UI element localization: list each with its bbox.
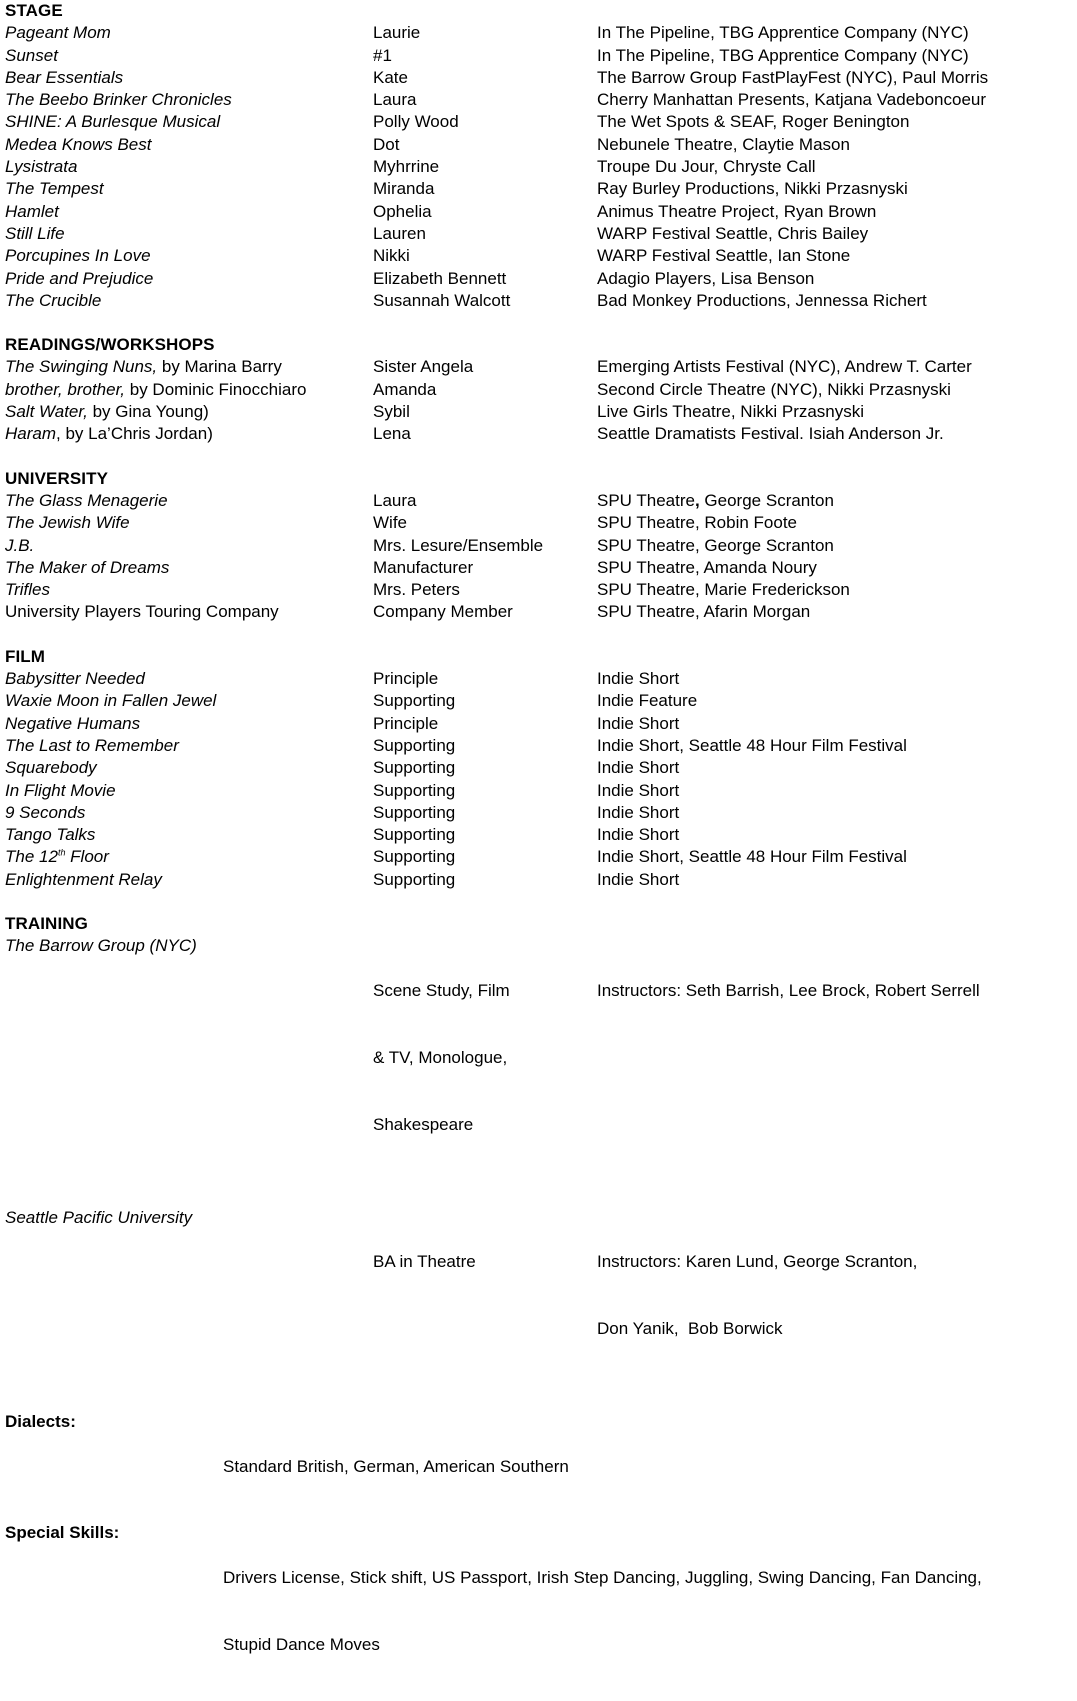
credit-role: Laurie (373, 23, 421, 43)
stage-credit-rows (0, 22, 1077, 312)
credit-role: Myhrrine (373, 157, 440, 177)
credit-company-pre: SPU Theatre (597, 490, 695, 510)
credit-role: Wife (373, 513, 407, 533)
credit-title: The Crucible (5, 290, 102, 310)
section-spacer (0, 891, 1077, 913)
section-spacer (0, 446, 1077, 468)
credit-title: Porcupines In Love (5, 246, 151, 266)
section-spacer (0, 1385, 1077, 1411)
credit-title: SHINE: A Burlesque Musical (5, 112, 221, 132)
credit-title-pre: The 12 (5, 847, 58, 867)
credit-title-byline: by Dominic Finocchiaro (125, 379, 307, 399)
credit-role: Sybil (373, 402, 410, 422)
training-instructors (597, 935, 1077, 1180)
credit-title (0, 401, 373, 423)
credit-company: Animus Theatre Project, Ryan Brown (597, 201, 877, 221)
credit-title: Negative Humans (5, 713, 141, 733)
credit-company: Cherry Manhattan Presents, Katjana Vadeboncoeur (597, 90, 987, 110)
training-instructor-line: Instructors: Seth Barrish, Lee Brock, Robert Serrell (597, 980, 980, 1000)
credit-row (0, 134, 1077, 156)
credit-row (0, 690, 1077, 712)
credit-company: SPU Theatre, Amanda Noury (597, 557, 817, 577)
section-readings-workshops (0, 334, 1077, 445)
credit-company: SPU Theatre, Robin Foote (597, 513, 798, 533)
credit-title-byline: by Marina Barry (157, 357, 282, 377)
training-entry (0, 935, 1077, 1180)
credit-title (0, 846, 373, 868)
credit-role: Supporting (373, 825, 456, 845)
training-study-line: & TV, Monologue, (373, 1047, 508, 1067)
credit-company-post: George Scranton (699, 490, 834, 510)
credit-company: The Wet Spots & SEAF, Roger Benington (597, 112, 910, 132)
credit-row (0, 780, 1077, 802)
credit-role: Elizabeth Bennett (373, 268, 507, 288)
credit-company: Indie Feature (597, 691, 698, 711)
credit-company: WARP Festival Seattle, Chris Bailey (597, 223, 869, 243)
credit-row (0, 423, 1077, 445)
credit-title: Enlightenment Relay (5, 869, 162, 889)
credit-role: Supporting (373, 735, 456, 755)
section-stage (0, 0, 1077, 312)
credit-role: Nikki (373, 246, 410, 266)
credit-role: Dot (373, 134, 400, 154)
credit-company: In The Pipeline, TBG Apprentice Company (NYC) (597, 45, 969, 65)
credit-company (597, 490, 1077, 512)
credit-company: Indie Short (597, 869, 680, 889)
credit-title: Tango Talks (5, 825, 96, 845)
credit-role: Company Member (373, 602, 513, 622)
credit-company: Indie Short (597, 758, 680, 778)
credit-title-italic: The Swinging Nuns, (5, 357, 158, 377)
credit-title (0, 379, 373, 401)
training-study-line: Shakespeare (373, 1114, 474, 1134)
credit-company: Indie Short (597, 802, 680, 822)
credit-row (0, 824, 1077, 846)
credit-company: WARP Festival Seattle, Ian Stone (597, 246, 851, 266)
credit-title: Hamlet (5, 201, 59, 221)
credit-company: Indie Short (597, 825, 680, 845)
credit-title: Bear Essentials (5, 67, 124, 87)
credit-row (0, 156, 1077, 178)
credit-role: Laura (373, 490, 417, 510)
credit-title-post: Floor (65, 847, 109, 867)
credit-title: Lysistrata (5, 157, 78, 177)
credit-title (0, 423, 373, 445)
credit-title: Waxie Moon in Fallen Jewel (5, 691, 217, 711)
credit-company: Adagio Players, Lisa Benson (597, 268, 815, 288)
section-training (0, 913, 1077, 1385)
credit-title: Trifles (5, 580, 51, 600)
credit-role: Supporting (373, 802, 456, 822)
credit-row (0, 379, 1077, 401)
credit-title: Squarebody (5, 758, 97, 778)
credit-role: Supporting (373, 758, 456, 778)
skills-row-special-skills (0, 1522, 1077, 1700)
credit-company: In The Pipeline, TBG Apprentice Company (NYC) (597, 23, 969, 43)
section-film (0, 646, 1077, 891)
credit-title: The Maker of Dreams (5, 557, 170, 577)
credit-company: SPU Theatre, Marie Frederickson (597, 580, 850, 600)
credit-row (0, 846, 1077, 868)
credit-row (0, 668, 1077, 690)
skills-value-line: Stupid Dance Moves (223, 1634, 380, 1654)
credit-row (0, 557, 1077, 579)
credit-role: Supporting (373, 780, 456, 800)
credit-title-italic: Salt Water, (5, 402, 88, 422)
credit-title: The Glass Menagerie (5, 490, 168, 510)
credit-row (0, 601, 1077, 623)
credit-company: SPU Theatre, George Scranton (597, 535, 834, 555)
section-heading-readings: READINGS/WORKSHOPS (5, 335, 215, 355)
credit-title: Medea Knows Best (5, 134, 152, 154)
training-entry-spacer (0, 1181, 1077, 1207)
credit-row (0, 67, 1077, 89)
credit-title: The Jewish Wife (5, 513, 130, 533)
credit-row (0, 290, 1077, 312)
credit-role: Supporting (373, 691, 456, 711)
section-skills (0, 1411, 1077, 1701)
credit-row (0, 223, 1077, 245)
skills-label: Special Skills: (5, 1523, 120, 1543)
credit-row (0, 713, 1077, 735)
credit-title: Pageant Mom (5, 23, 111, 43)
credit-company: Nebunele Theatre, Claytie Mason (597, 134, 850, 154)
credit-title: Pride and Prejudice (5, 268, 154, 288)
credit-role: Supporting (373, 847, 456, 867)
credit-company: Ray Burley Productions, Nikki Przasnyski (597, 179, 908, 199)
skills-row-dialects (0, 1411, 1077, 1522)
credit-row (0, 512, 1077, 534)
credit-company: Bad Monkey Productions, Jennessa Richert (597, 290, 927, 310)
training-study (373, 1207, 597, 1385)
credit-role: Mrs. Lesure/Ensemble (373, 535, 544, 555)
credit-company: Indie Short, Seattle 48 Hour Film Festival (597, 847, 907, 867)
credit-role: Ophelia (373, 201, 432, 221)
training-instructor-line: Instructors: Karen Lund, George Scranton, (597, 1252, 918, 1272)
skills-value-line: Standard British, German, American Southern (223, 1456, 569, 1476)
credit-title: Still Life (5, 223, 65, 243)
section-heading-training: TRAINING (5, 913, 88, 933)
credit-row (0, 869, 1077, 891)
credit-title: Babysitter Needed (5, 669, 145, 689)
skills-value-line: Drivers License, Stick shift, US Passport, Irish Step Dancing, Juggling, Swing Dancing, Fan Dancing, (223, 1568, 982, 1587)
credit-row (0, 490, 1077, 512)
section-heading-university: UNIVERSITY (5, 468, 109, 488)
credit-role: Polly Wood (373, 112, 459, 132)
credit-row (0, 356, 1077, 378)
credit-company: Indie Short (597, 713, 680, 733)
credit-row (0, 111, 1077, 133)
credit-role: Lena (373, 424, 411, 444)
training-study-line: BA in Theatre (373, 1252, 476, 1272)
credit-title-byline: , by La’Chris Jordan) (56, 424, 213, 444)
credit-role: Supporting (373, 869, 456, 889)
section-university (0, 468, 1077, 624)
section-spacer (0, 312, 1077, 334)
credit-role: Amanda (373, 379, 437, 399)
credit-company: Seattle Dramatists Festival. Isiah Anderson Jr. (597, 424, 944, 444)
credit-company: The Barrow Group FastPlayFest (NYC), Paul Morris (597, 67, 989, 87)
credit-row (0, 89, 1077, 111)
credit-role: Principle (373, 669, 439, 689)
credit-company: Emerging Artists Festival (NYC), Andrew T. Carter (597, 357, 972, 377)
credit-role: Sister Angela (373, 357, 474, 377)
skills-value (223, 1522, 1077, 1700)
credit-role: Miranda (373, 179, 435, 199)
credit-title-byline: by Gina Young) (87, 402, 209, 422)
credit-role: Manufacturer (373, 557, 474, 577)
credit-title: University Players Touring Company (5, 602, 279, 622)
credit-title: The Beebo Brinker Chronicles (5, 90, 232, 110)
readings-credit-rows (0, 356, 1077, 445)
university-credit-rows (0, 490, 1077, 624)
credit-role: Laura (373, 90, 417, 110)
film-credit-rows (0, 668, 1077, 891)
credit-row (0, 401, 1077, 423)
credit-row (0, 535, 1077, 557)
credit-company: Second Circle Theatre (NYC), Nikki Przasnyski (597, 379, 951, 399)
credit-row (0, 201, 1077, 223)
credit-row (0, 735, 1077, 757)
skills-value (223, 1411, 1077, 1522)
credit-title: J.B. (5, 535, 35, 555)
section-spacer (0, 624, 1077, 646)
credit-title: The Last to Remember (5, 735, 179, 755)
credit-company-bold-comma: , (694, 490, 700, 510)
training-instructors (597, 1207, 1077, 1385)
credit-role: Kate (373, 67, 408, 87)
training-school: The Barrow Group (NYC) (5, 936, 197, 956)
credit-row (0, 45, 1077, 67)
credit-role: #1 (373, 45, 392, 65)
credit-title: In Flight Movie (5, 780, 116, 800)
credit-row (0, 802, 1077, 824)
credit-row (0, 178, 1077, 200)
credit-title (0, 356, 373, 378)
ordinal-suffix: th (57, 847, 66, 858)
credit-company: Indie Short (597, 669, 680, 689)
training-study (373, 935, 597, 1180)
credit-title-italic: brother, brother, (5, 379, 126, 399)
credit-title: The Tempest (5, 179, 104, 199)
credit-company: Live Girls Theatre, Nikki Przasnyski (597, 402, 865, 422)
training-school: Seattle Pacific University (5, 1207, 193, 1227)
training-entry (0, 1207, 1077, 1385)
credit-company: SPU Theatre, Afarin Morgan (597, 602, 811, 622)
credit-title: 9 Seconds (5, 802, 86, 822)
credit-company: Indie Short (597, 780, 680, 800)
credit-row (0, 268, 1077, 290)
credit-company: Indie Short, Seattle 48 Hour Film Festival (597, 735, 907, 755)
training-instructor-line: Don Yanik, Bob Borwick (597, 1319, 783, 1339)
section-heading-film: FILM (5, 646, 46, 666)
credit-role: Principle (373, 713, 439, 733)
credit-role: Susannah Walcott (373, 290, 511, 310)
credit-role: Lauren (373, 223, 426, 243)
credit-role: Mrs. Peters (373, 580, 460, 600)
credit-title: Sunset (5, 45, 58, 65)
section-heading-stage: STAGE (5, 1, 63, 20)
credit-row (0, 757, 1077, 779)
skills-label: Dialects: (5, 1411, 76, 1431)
training-study-line: Scene Study, Film (373, 980, 510, 1000)
credit-company: Troupe Du Jour, Chryste Call (597, 157, 816, 177)
credit-row (0, 579, 1077, 601)
credit-row (0, 245, 1077, 267)
credit-title-italic: Haram (5, 424, 57, 444)
credit-row (0, 22, 1077, 44)
